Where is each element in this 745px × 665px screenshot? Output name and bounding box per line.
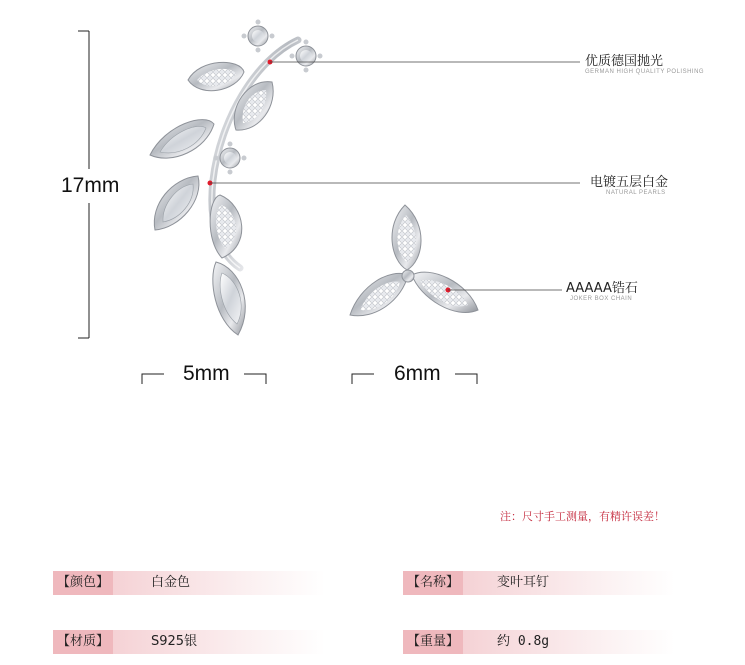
leaf-climber-earring [150, 20, 323, 336]
leaf-upper-right [234, 82, 273, 130]
spec-row-weight [403, 630, 675, 654]
measurement-note: 注：尺寸手工测量，有精许误差！ [500, 510, 665, 523]
spec-name-label: 【名称】 [403, 571, 463, 595]
trefoil-stud-earring [350, 205, 478, 316]
spec-material-label: 【材质】 [53, 630, 113, 654]
spec-row-color [53, 571, 325, 595]
callout-zircon [566, 277, 638, 302]
spec-weight-label: 【重量】 [403, 630, 463, 654]
leaf-upper-left [188, 62, 244, 90]
width-left-dimension-label: 5mm [183, 362, 230, 385]
callout-polishing [585, 50, 704, 75]
leaf-marquise-3 [213, 262, 245, 335]
leaf-marquise-1 [150, 120, 214, 159]
height-dimension-label: 17mm [61, 174, 120, 197]
leaf-lower-right [210, 195, 242, 258]
width-right-dimension-label: 6mm [394, 362, 441, 385]
callout-plating [590, 171, 668, 196]
spec-material-value: S925银 [151, 634, 198, 649]
callout-polishing-text: 优质德国抛光 [585, 54, 664, 69]
spec-name-value: 变叶耳钉 [497, 575, 550, 590]
callout-plating-text: 电镀五层白金 [590, 175, 669, 190]
callout-zircon-text: AAAAA锆石 [566, 281, 638, 296]
spec-row-name [403, 571, 675, 595]
leaf-marquise-2 [154, 176, 199, 230]
spec-weight-value: 约 0.8g [497, 634, 550, 649]
flower-top [242, 20, 275, 53]
callout-polishing-subtext: GERMAN HIGH QUALITY POLISHING [585, 69, 705, 75]
spec-color-value: 白金色 [151, 575, 191, 590]
callout-plating-subtext: NATURAL PEARLS [606, 190, 666, 196]
spec-row-material [53, 630, 325, 654]
callout-zircon-subtext: JOKER BOX CHAIN [570, 296, 633, 302]
spec-color-label: 【颜色】 [53, 571, 113, 595]
